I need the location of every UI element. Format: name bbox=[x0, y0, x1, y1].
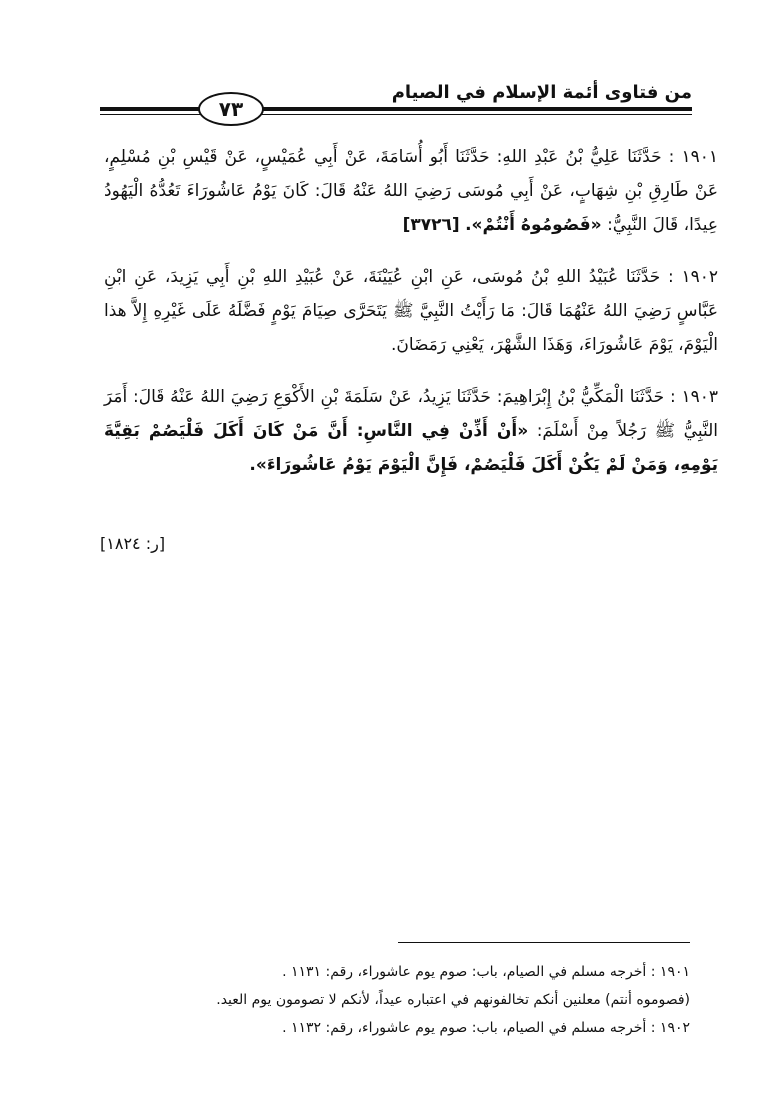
footnotes bbox=[90, 958, 690, 1042]
hadith-1903 bbox=[104, 380, 718, 482]
hadith-text: ١٩٠١ : حَدَّثَنَا عَلِيُّ بْنُ عَبْدِ اللهِ: حَدَّثَنَا أَبُو أُسَامَةَ، عَنْ أَبِي عُمَيْسٍ، عَنْ قَيْسِ بْنِ مُسْلِمٍ، عَنْ طَارِقِ بْنِ شِهَابٍ، عَنْ أَبِي مُوسَى رَضِيَ اللهُ عَنْهُ قَالَ: كَانَ يَوْمُ عَاشُورَاءَ تَعُدُّهُ الْيَهُودُ عِيدًا، قَالَ النَّبِيُّ: bbox=[104, 147, 718, 235]
hadith-reference: [٣٧٢٦] bbox=[402, 215, 460, 235]
footnote-item: (فصوموه أنتم) معلنين أنكم تخالفونهم في اعتباره عيداً، لأنكم لا تصومون يوم العيد. bbox=[216, 992, 690, 1008]
main-text bbox=[104, 140, 718, 500]
hadith-1901 bbox=[104, 140, 718, 242]
hadith-text: ١٩٠٢ : حَدَّثَنَا عُبَيْدُ اللهِ بْنُ مُوسَى، عَنِ ابْنِ عُيَيْنَةَ، عَنْ عُبَيْدِ اللهِ بْنِ أَبِي يَزِيدَ، عَنِ ابْنِ عَبَّاسٍ رَضِيَ اللهُ عَنْهُمَا قَالَ: مَا رَأَيْتُ النَّبِيَّ ﷺ يَتَحَرَّى صِيَامَ يَوْمٍ فَضَّلَهُ عَلَى غَيْرِهِ إِلاَّ هذا الْيَوْمَ، يَوْمَ عَاشُورَاءَ، وَهَذَا الشَّهْرَ، يَعْنِي رَمَضَانَ. bbox=[104, 267, 718, 355]
hadith-1902 bbox=[104, 260, 718, 362]
hadith-text: ١٩٠٣ : حَدَّثَنَا الْمَكِّيُّ بْنُ إِبْرَاهِيمَ: حَدَّثَنَا يَزِيدُ، عَنْ سَلَمَةَ بْنِ الأَكْوَعِ رَضِيَ اللهُ عَنْهُ قَالَ: أَمَرَ النَّبِيُّ ﷺ رَجُلاً مِنْ أَسْلَمَ: bbox=[104, 387, 719, 441]
footnote-divider bbox=[398, 942, 690, 943]
header-rule-thin bbox=[100, 114, 692, 115]
footnote-item: ١٩٠١ : أخرجه مسلم في الصيام، باب: صوم يوم عاشوراء، رقم: ١١٣١ . bbox=[282, 964, 690, 980]
header-rule-thick bbox=[100, 107, 692, 111]
page-header bbox=[100, 76, 692, 124]
running-title: من فتاوى أئمة الإسلام في الصيام bbox=[391, 82, 692, 103]
hadith-emphasis: «فَصُومُوهُ أَنْتُمْ». bbox=[465, 215, 602, 235]
page-number: ٧٣ bbox=[198, 92, 264, 126]
footnote-item: ١٩٠٢ : أخرجه مسلم في الصيام، باب: صوم يوم عاشوراء، رقم: ١١٣٢ . bbox=[282, 1020, 690, 1036]
hadith-reference-1903: [ر: ١٨٢٤] bbox=[100, 534, 166, 553]
hadith-emphasis: «أَنْ أَذِّنْ فِي النَّاسِ: أَنَّ مَنْ كَانَ أَكَلَ فَلْيَصُمْ بَقِيَّةَ يَوْمِهِ، وَمَنْ لَمْ يَكُنْ أَكَلَ فَلْيَصُمْ، فَإِنَّ الْيَوْمَ يَوْمُ عَاشُورَاءَ». bbox=[104, 421, 718, 475]
